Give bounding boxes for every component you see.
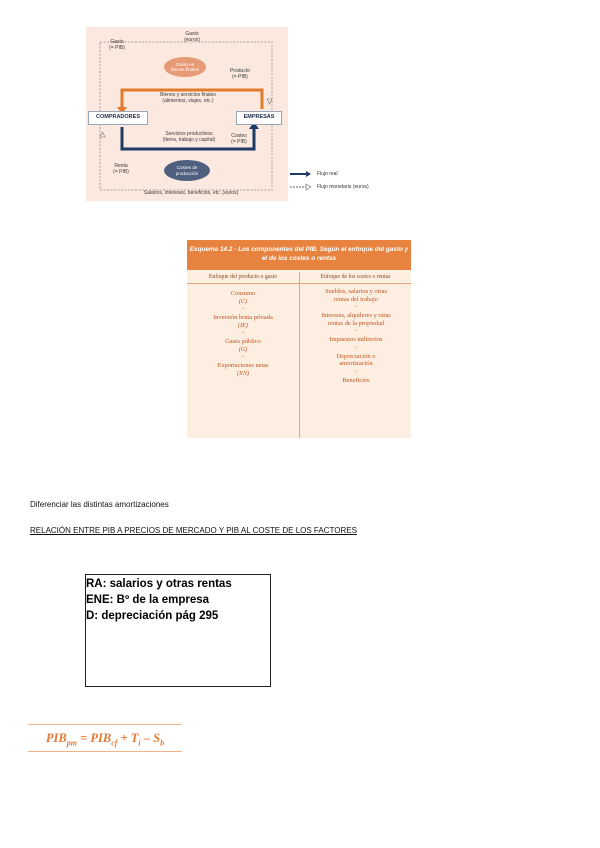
money-arrowhead-left (100, 132, 105, 137)
plus-sign: + (354, 344, 358, 351)
plus-sign: + (241, 354, 245, 360)
production-costs-oval: Costes de producción (164, 160, 210, 181)
investment-item: Inversión bruta privada (213, 314, 273, 321)
wages-item: Sueldos, salarios y otras rentas del trabajo (325, 288, 387, 303)
income-column (301, 288, 411, 384)
formula-minus: – S (140, 731, 161, 745)
real-flow-legend-arrowhead (306, 171, 311, 177)
goods-label: Bienes y servicios finales (alimentos, viajes, etc.) (160, 92, 216, 104)
net-exports-item: Exportaciones netas (217, 362, 269, 369)
public-spending-item: Gasto público (225, 338, 261, 345)
interest-rent-item: Intereses, alquileres y otras rentas de la propiedad (321, 312, 391, 327)
indirect-taxes-item: Impuestos indirectos (329, 336, 383, 343)
real-flow-legend: Flujo real (317, 171, 338, 177)
ene-definition: ENE: Bº de la empresa (86, 594, 210, 606)
product-gdp-label: Producto (= PIB) (229, 68, 250, 80)
money-flow-legend: Flujo monetario (euros) (317, 184, 369, 190)
expenditure-approach-header: Enfoque del producto o gasto (208, 274, 278, 280)
income-gdp-label: Renta (= PIB) (113, 163, 129, 175)
net-exports-symbol: (XN) (236, 369, 250, 377)
money-flow-legend-arrowhead (306, 184, 311, 190)
formula-plus: + T (117, 731, 139, 745)
consumption-item: Consumo (230, 290, 256, 297)
money-arrowhead-right (267, 99, 272, 104)
formula-lhs-sub: pm (66, 738, 77, 748)
flow-legend-lines (290, 168, 312, 194)
final-goods-spending-oval: Gasto en bienes finales (164, 57, 206, 77)
amortization-note: Diferenciar las distintas amortizaciones (30, 500, 169, 509)
formula-eq: = PIB (76, 731, 112, 745)
ra-definition: RA: salarios y otras rentas (86, 578, 232, 590)
formula-lhs: PIB (45, 731, 67, 745)
costs-gdp-label: Costes (= PIB) (231, 133, 247, 145)
definitions-box (85, 574, 271, 687)
investment-symbol: (IE) (238, 321, 248, 329)
income-approach-header: Enfoque de los costes o rentas (320, 274, 391, 280)
column-divider (299, 272, 300, 438)
productive-services-label: Servicios productivos (tierra, trabajo y capital) (162, 131, 216, 143)
plus-sign: + (354, 328, 358, 334)
plus-sign: + (354, 304, 358, 310)
plus-sign: + (241, 306, 245, 312)
public-spending-symbol: (G) (238, 345, 248, 353)
gdp-components-scheme (187, 240, 411, 438)
section-heading: RELACIÓN ENTRE PIB A PRECIOS DE MERCADO Y PIB AL COSTE DE LOS FACTORES (30, 526, 357, 535)
expenditure-column (188, 290, 298, 377)
spending-label: Gasto (euros) (184, 31, 200, 43)
formula-cf-sub: cf (111, 738, 118, 748)
depreciation-item: Depreciación o amortización (336, 352, 376, 367)
spending-gdp-label: Gasto (= PIB) (109, 39, 125, 51)
buyers-box: COMPRADORES (88, 111, 148, 125)
circular-flow-diagram (86, 27, 288, 201)
wages-interest-label: Salarios, intereses, beneficios, etc. (euros) (143, 190, 239, 196)
gdp-formula (28, 724, 182, 752)
plus-sign: + (241, 330, 245, 336)
formula-s-sub: b (160, 738, 165, 748)
scheme-title: Esquema 14.2 - Los componentes del PIB. Según el enfoque del gasto y el de los costes o rentas (187, 240, 411, 270)
plus-sign: + (354, 368, 358, 375)
consumption-symbol: (C) (238, 297, 248, 305)
d-definition: D: depreciación pág 295 (86, 610, 219, 622)
firms-box: EMPRESAS (236, 111, 282, 125)
profits-item: Beneficios (342, 376, 370, 384)
formula-t-sub: i (138, 738, 141, 748)
